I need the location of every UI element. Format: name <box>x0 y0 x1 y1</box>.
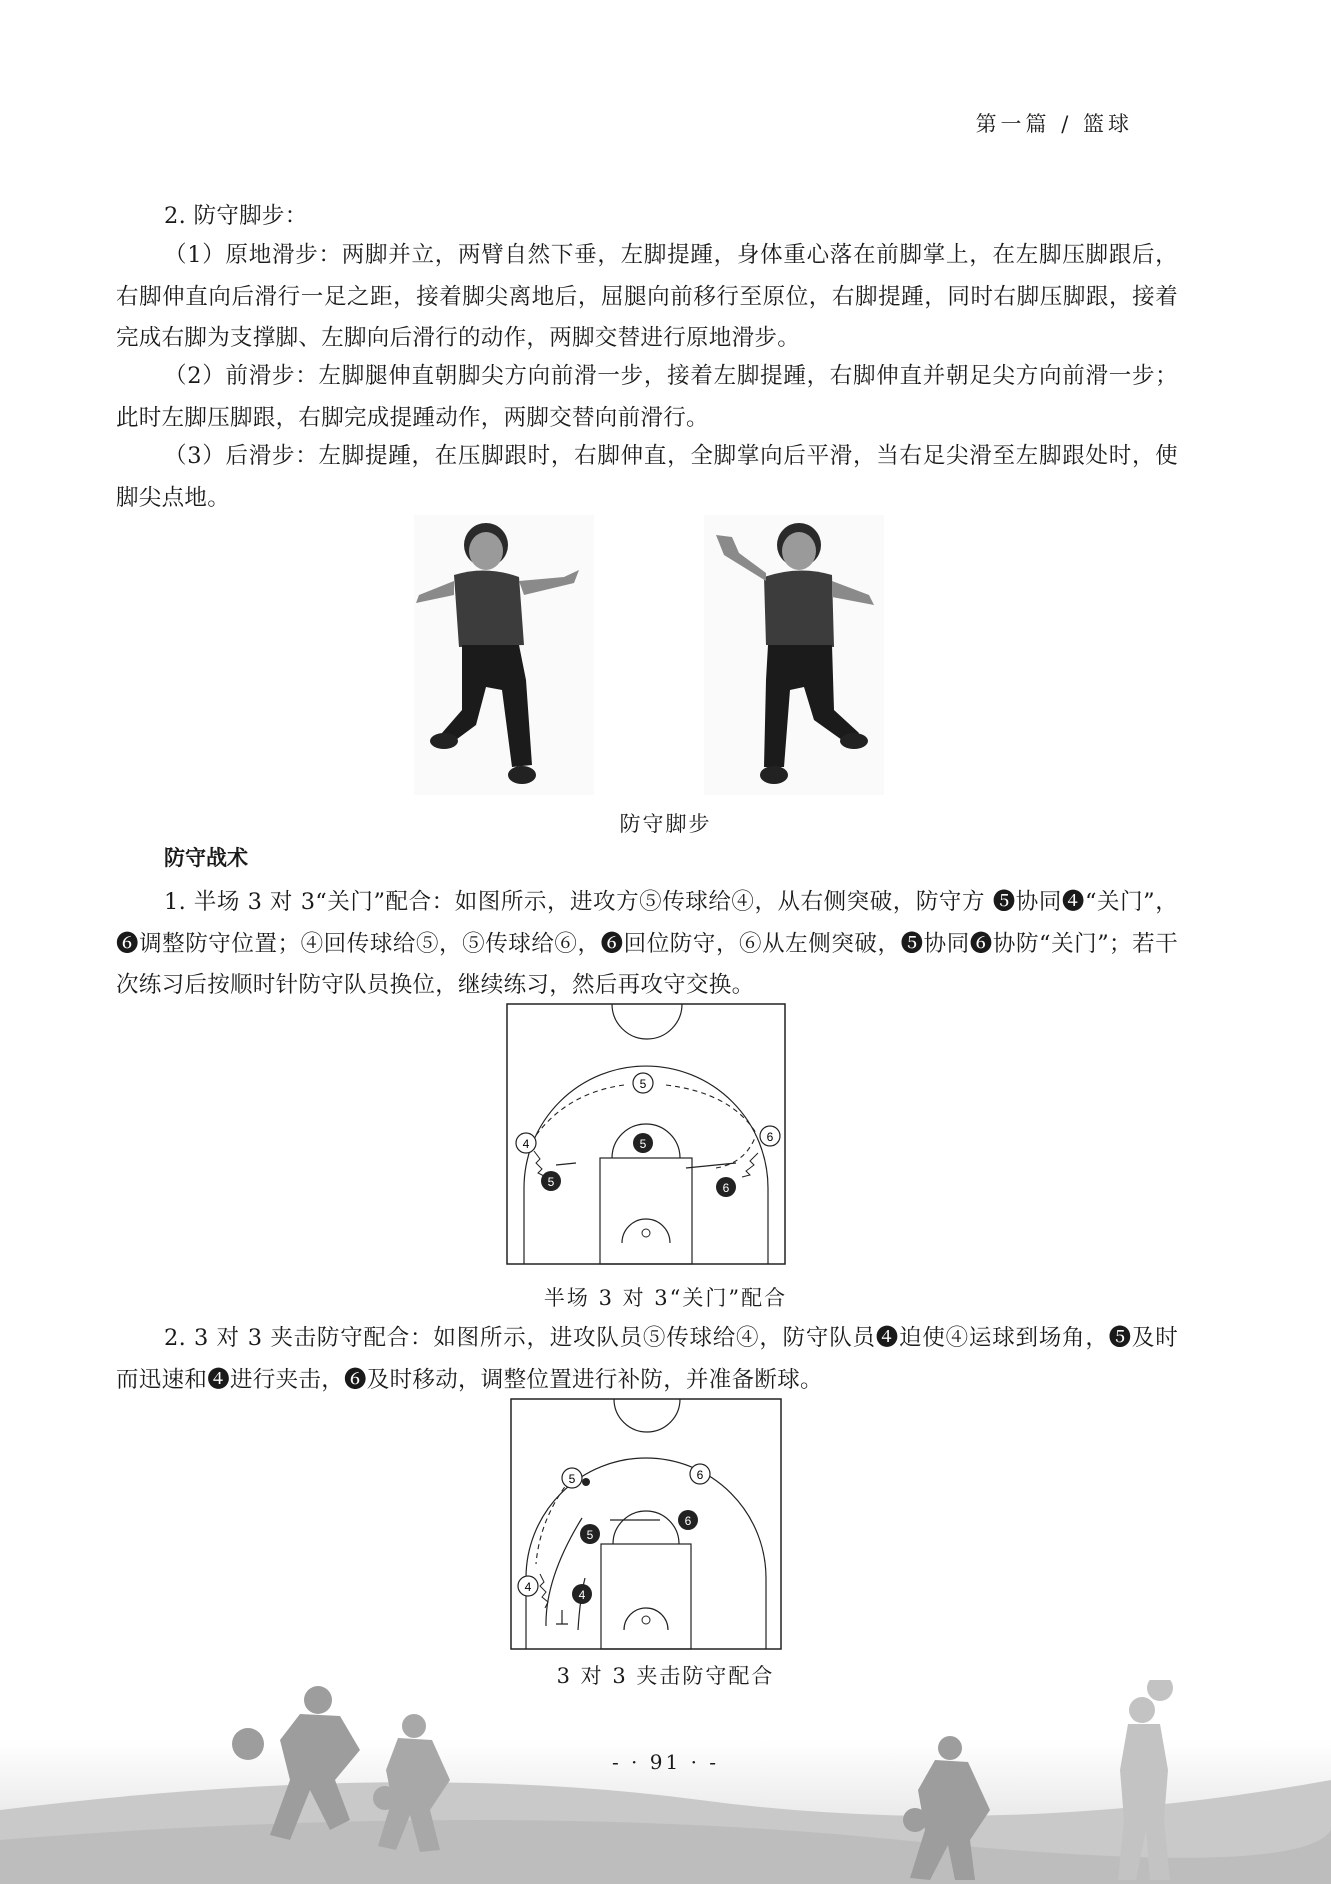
court-diagram-close-door <box>506 1003 786 1265</box>
svg-text:6: 6 <box>684 1514 692 1528</box>
defense-player-6 <box>716 1177 736 1197</box>
court-diagram-trap-defense <box>510 1398 782 1650</box>
footwork-heading <box>116 196 1178 238</box>
svg-text:5: 5 <box>547 1175 555 1189</box>
offense-player-5 <box>562 1468 582 1488</box>
defender-photo-left <box>414 515 594 795</box>
defense-player-5 <box>580 1524 600 1544</box>
tactics-paragraph-1: 1. 半场 3 对 3“关门”配合：如图所示，进攻方⑤传球给④，从右侧突破，防守方 ❺协同❹“关门”，❻调整防守位置；④回传球给⑤，⑤传球给⑥，❻回位防守，⑥从左侧突破，❺协同❻协防“关门”；若干次练习后按顺时针防守队员换位，继续练习，然后再攻守交换。 <box>116 889 1178 998</box>
offense-player-4 <box>518 1576 538 1596</box>
diagram-1-caption: 半场 3 对 3“关门”配合 <box>543 1286 788 1310</box>
defense-player-4 <box>572 1584 592 1604</box>
page-number: - · 91 · - <box>611 1750 720 1774</box>
offense-player-6 <box>760 1126 780 1146</box>
defender-photo-right <box>704 515 884 795</box>
tactics-section-title: 防守战术 <box>164 846 248 870</box>
running-header: 第一篇 / 篮球 <box>975 112 1133 136</box>
defense-player-5-wing <box>541 1171 561 1191</box>
diagram-2-caption: 3 对 3 夹击防守配合 <box>556 1664 775 1688</box>
footwork-heading-text: 2. 防守脚步： <box>164 203 308 229</box>
svg-text:6: 6 <box>696 1468 704 1482</box>
defense-player-6 <box>678 1510 698 1530</box>
footwork-item-3: （3）后滑步：左脚提踵，在压脚跟时，右脚伸直，全脚掌向后平滑，当右足尖滑至左脚跟处时，使脚尖点地。 <box>116 443 1178 511</box>
footer-decoration <box>0 1680 1331 1884</box>
svg-text:4: 4 <box>524 1580 532 1594</box>
footwork-item-1: （1）原地滑步：两脚并立，两臂自然下垂，左脚提踵，身体重心落在前脚掌上，在左脚压脚跟后，右脚伸直向后滑行一足之距，接着脚尖离地后，屈腿向前移行至原位，右脚提踵，同时右脚压脚跟，接着完成右脚为支撑脚、左脚向后滑行的动作，两脚交替进行原地滑步。 <box>116 242 1178 351</box>
svg-text:5: 5 <box>639 1077 647 1091</box>
svg-text:5: 5 <box>568 1472 576 1486</box>
offense-player-6 <box>690 1464 710 1484</box>
defense-player-5-center <box>633 1133 653 1153</box>
tactics-paragraph-2: 2. 3 对 3 夹击防守配合：如图所示，进攻队员⑤传球给④，防守队员❹迫使④运球到场角，❺及时而迅速和❹进行夹击，❻及时移动，调整位置进行补防，并准备断球。 <box>116 1325 1178 1393</box>
svg-text:4: 4 <box>522 1137 530 1151</box>
footwork-photo-caption: 防守脚步 <box>619 812 712 836</box>
offense-player-5-top <box>633 1073 653 1093</box>
svg-text:4: 4 <box>578 1588 586 1602</box>
footwork-item-2: （2）前滑步：左脚腿伸直朝脚尖方向前滑一步，接着左脚提踵，右脚伸直并朝足尖方向前滑一步；此时左脚压脚跟，右脚完成提踵动作，两脚交替向前滑行。 <box>116 363 1178 431</box>
offense-player-4 <box>516 1133 536 1153</box>
svg-text:6: 6 <box>722 1181 730 1195</box>
svg-text:5: 5 <box>586 1528 594 1542</box>
svg-text:5: 5 <box>639 1137 647 1151</box>
svg-text:6: 6 <box>766 1130 774 1144</box>
